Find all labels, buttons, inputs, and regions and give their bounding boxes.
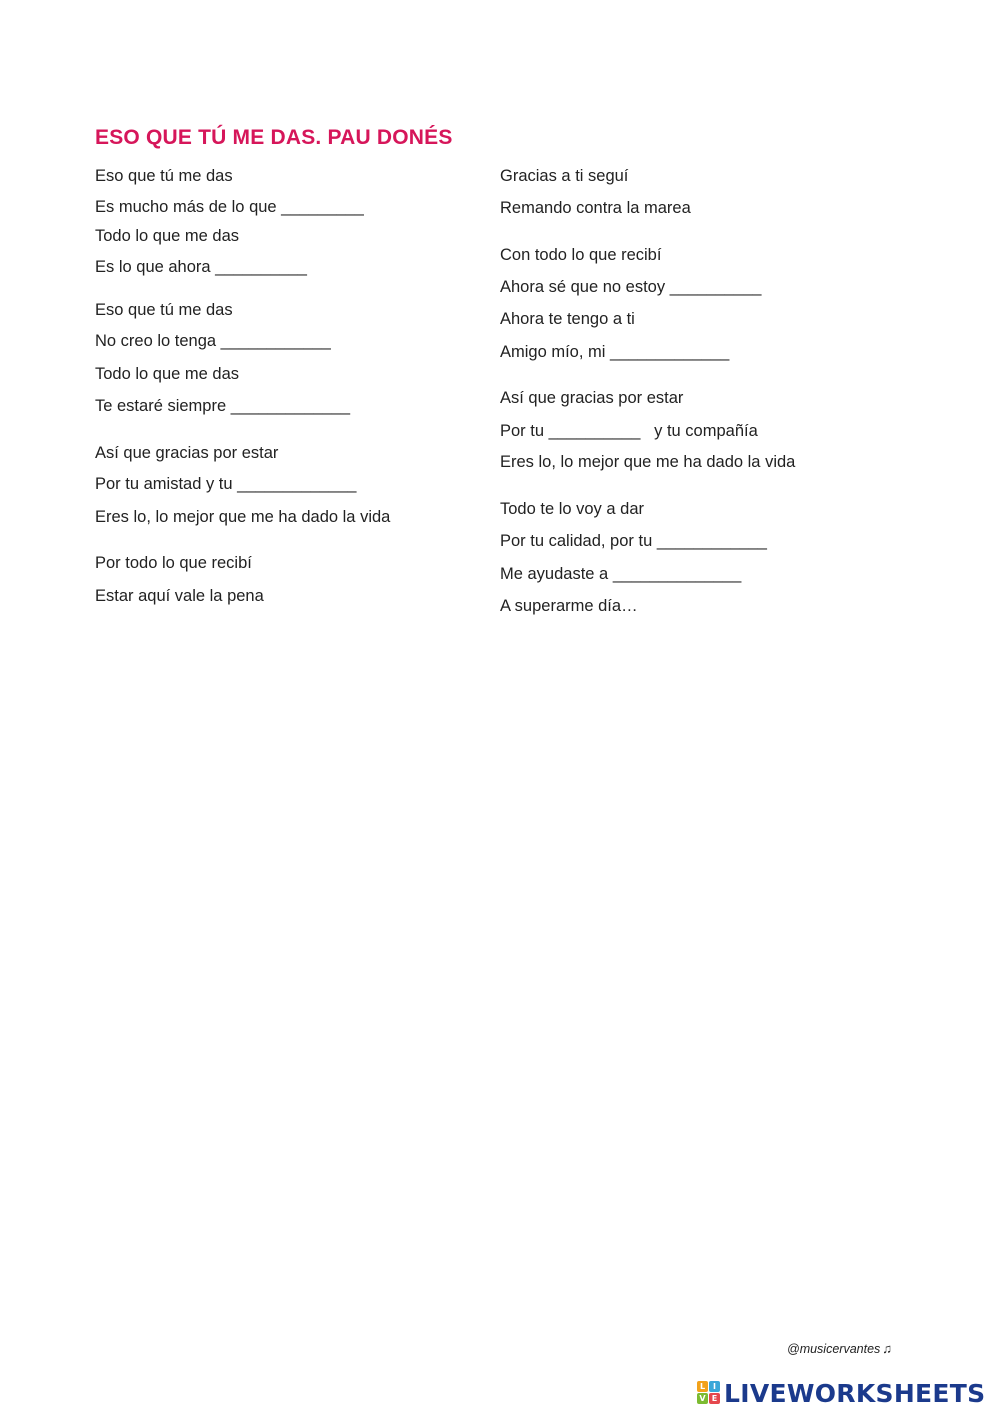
lyric-line: Estar aquí vale la pena <box>95 587 264 605</box>
music-note-icon: ♫ <box>882 1341 893 1356</box>
lyric-line-blank: Por tu calidad, por tu ____________ <box>500 532 767 550</box>
lyric-line-blank: Me ayudaste a ______________ <box>500 565 742 583</box>
logo-wordmark: LIVEWORKSHEETS <box>724 1378 986 1408</box>
lyric-line-blank: Es lo que ahora __________ <box>95 258 307 276</box>
lyric-line-blank: Ahora sé que no estoy __________ <box>500 278 762 296</box>
lyric-line: Con todo lo que recibí <box>500 246 662 264</box>
lyric-line: Eso que tú me das <box>95 301 233 319</box>
logo-letter: V <box>697 1393 708 1404</box>
logo-letter: L <box>697 1381 708 1392</box>
lyric-line: A superarme día… <box>500 597 638 615</box>
liveworksheets-logo[interactable] <box>697 1378 985 1408</box>
logo-letter: I <box>709 1381 720 1392</box>
lyric-line-blank: No creo lo tenga ____________ <box>95 332 331 350</box>
logo-mark-icon <box>697 1381 721 1405</box>
lyric-line: Eso que tú me das <box>95 167 233 185</box>
credit-text: @musicervantes <box>787 1342 881 1356</box>
lyric-line: Por todo lo que recibí <box>95 554 252 572</box>
lyric-line-blank: Te estaré siempre _____________ <box>95 397 351 415</box>
worksheet-title: ESO QUE TÚ ME DAS. PAU DONÉS <box>95 126 453 149</box>
lyric-line: Eres lo, lo mejor que me ha dado la vida <box>95 508 391 526</box>
lyric-line: Todo lo que me das <box>95 227 240 245</box>
logo-letter: E <box>709 1393 720 1404</box>
lyric-line: Así que gracias por estar <box>500 389 684 407</box>
lyric-line-blank: Por tu __________ y tu compañía <box>500 422 758 440</box>
lyric-line: Gracias a ti seguí <box>500 167 629 185</box>
lyric-line: Remando contra la marea <box>500 199 691 217</box>
lyric-line-blank: Por tu amistad y tu _____________ <box>95 475 357 493</box>
lyric-line-blank: Es mucho más de lo que _________ <box>95 198 364 216</box>
lyric-line: Todo te lo voy a dar <box>500 500 645 518</box>
author-credit <box>787 1341 892 1356</box>
lyric-line: Todo lo que me das <box>95 365 240 383</box>
lyric-line: Eres lo, lo mejor que me ha dado la vida <box>500 453 796 471</box>
lyric-line-blank: Amigo mío, mi _____________ <box>500 343 730 361</box>
lyric-line: Ahora te tengo a ti <box>500 310 635 328</box>
lyric-line: Así que gracias por estar <box>95 444 279 462</box>
